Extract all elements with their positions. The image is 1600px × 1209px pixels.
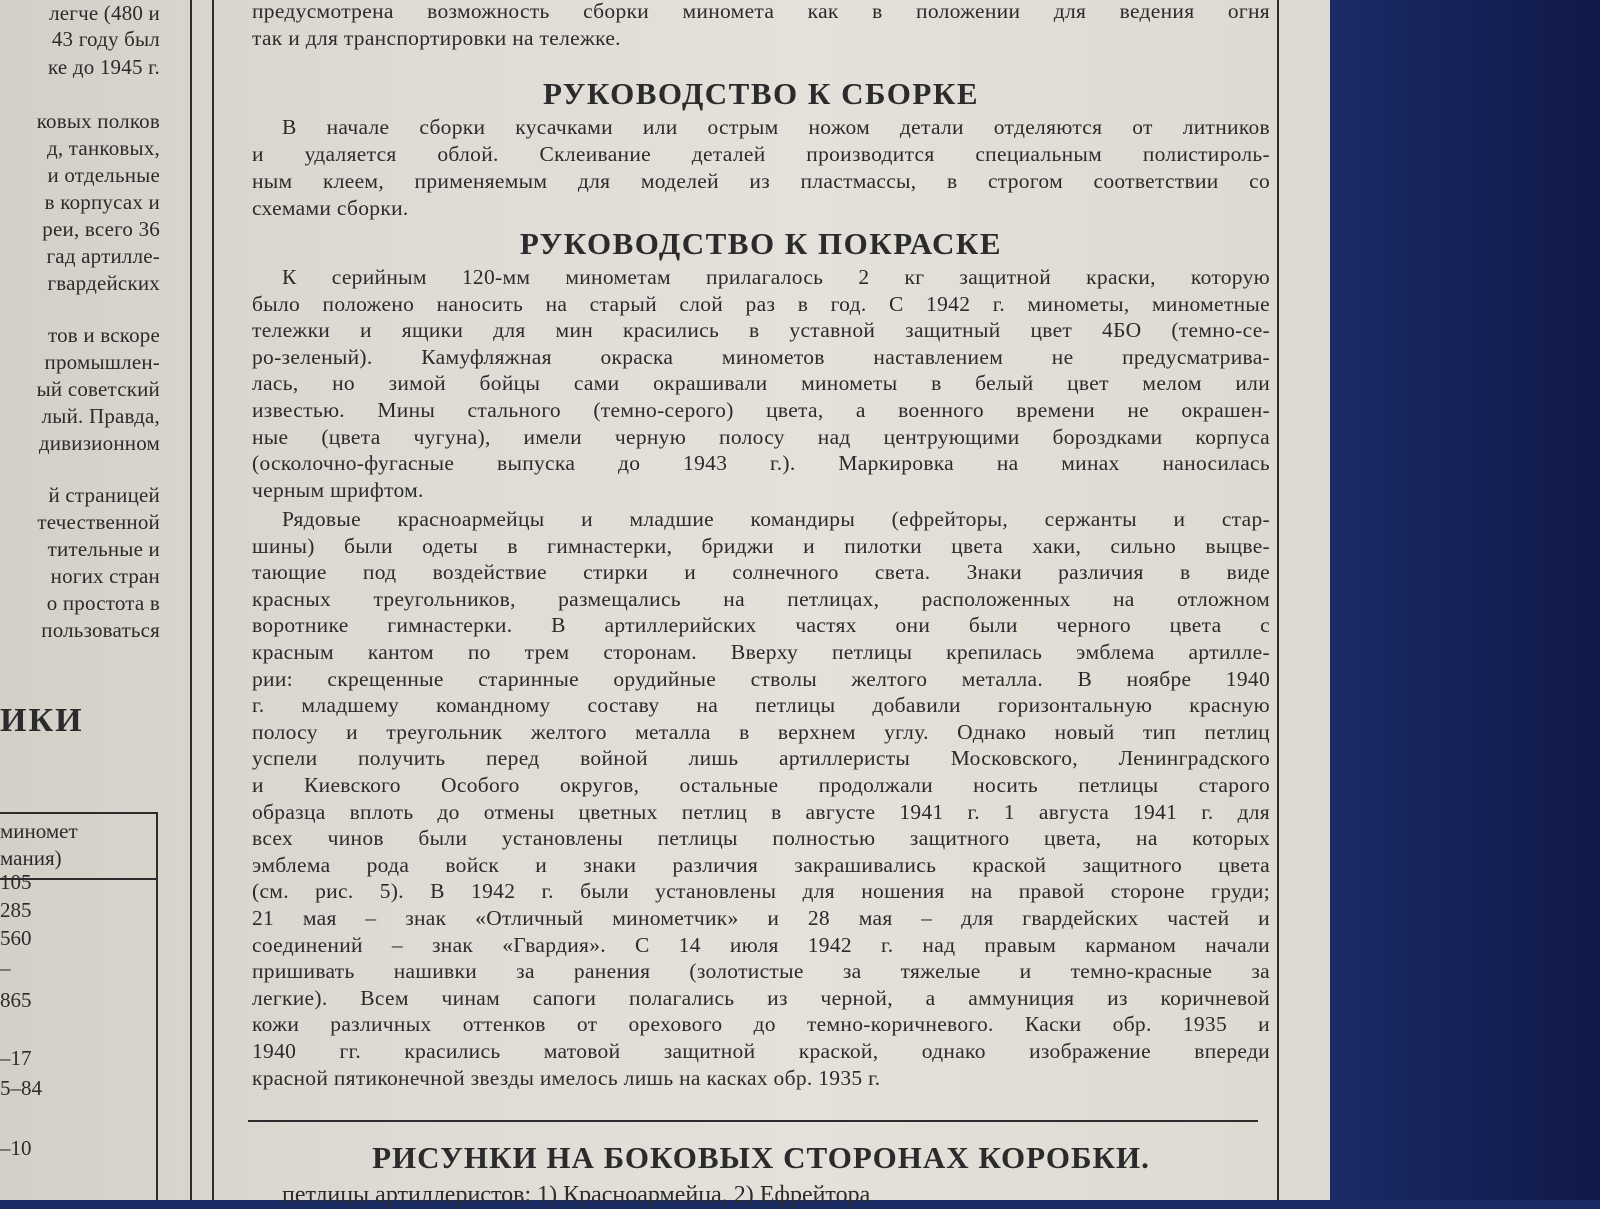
spec-value: 865 xyxy=(0,988,32,1012)
left-column-line: ый советский xyxy=(36,377,160,401)
left-column-line: промышлен- xyxy=(44,350,160,374)
spec-table xyxy=(0,812,158,1200)
painting-line: полосу и треугольник желтого металла в верхнем углу. Однако новый тип петлиц xyxy=(252,719,1270,744)
painting-line: красной пятиконечной звезды имелось лишь на касках обр. 1935 г. xyxy=(252,1065,881,1090)
painting-line: красным кантом по трем сторонам. Вверху петлицы крепилась эмблема артилле- xyxy=(252,640,1270,664)
left-column-line: й страницей xyxy=(48,483,160,507)
left-column-line: дивизионном xyxy=(38,431,160,455)
spec-header-line: мания) xyxy=(0,846,62,870)
spec-value: 285 xyxy=(0,898,32,922)
left-column-line: легче (480 и xyxy=(49,1,160,25)
painting-line: 1940 гг. красились матовой защитной краской, однако изображение впереди xyxy=(252,1039,1270,1063)
left-column-line: течественной xyxy=(37,510,160,534)
painting-line: черным шрифтом. xyxy=(252,477,424,502)
assembly-title: РУКОВОДСТВО К СБОРКЕ xyxy=(542,76,979,111)
spec-value: 560 xyxy=(0,926,32,950)
left-column-line: о простота в xyxy=(46,591,160,615)
painting-line: красных треугольников, размещались на петлицах, расположенных на отложном xyxy=(252,586,1270,611)
painting-line: 21 мая – знак «Отличный минометчик» и 28 мая – для гвардейских частей и xyxy=(252,906,1270,930)
column-rule-left xyxy=(190,0,192,1200)
left-column-line: лый. Правда, xyxy=(41,404,160,428)
left-column-line: ке до 1945 г. xyxy=(47,55,160,79)
painting-line: лась, но зимой бойцы сами окрашивали минометы в белый цвет мелом или xyxy=(252,371,1270,396)
spec-value: 5–84 xyxy=(0,1076,42,1100)
assembly-line: ным клеем, применяемым для моделей из пластмассы, в строгом соответствии со xyxy=(252,169,1270,193)
assembly-line: В начале сборки кусачками или острым ножом детали отделяются от литников xyxy=(282,115,1270,139)
painting-line: всех чинов были установлены петлицы полностью защитного цвета, на которых xyxy=(252,826,1270,851)
painting-line: пришивать нашивки за ранения (золотистые за тяжелые и темно-красные за xyxy=(252,959,1270,984)
painting-line: известью. Мины стального (темно-серого) цвета, а военного времени не окрашен- xyxy=(252,398,1270,422)
box-drawings-title: РИСУНКИ НА БОКОВЫХ СТОРОНАХ КОРОБКИ. xyxy=(372,1140,1150,1175)
left-column-heading: ИКИ xyxy=(0,702,84,739)
left-column-line: 43 году был xyxy=(51,27,160,51)
left-column-line: в корпусах и xyxy=(44,190,160,214)
painting-line: успели получить перед войной лишь артиллеристы Московского, Ленинградского xyxy=(252,746,1270,771)
painting-line: и Киевского Особого округов, остальные продолжали носить петлицы старого xyxy=(252,773,1270,797)
painting-line: тающие под воздействие стирки и солнечного света. Знаки различия в виде xyxy=(252,560,1270,585)
left-column-line: гад артилле- xyxy=(46,244,160,268)
spec-value: –17 xyxy=(0,1046,32,1070)
left-column-line: пользоваться xyxy=(41,618,160,642)
spec-header-line: миномет xyxy=(0,819,78,843)
frame-rule-right xyxy=(1277,0,1279,1200)
spec-table-header xyxy=(0,818,156,872)
painting-line: эмблема рода войск и знаки различия закрашивались краской защитного цвета xyxy=(252,852,1270,877)
left-column-line: д, танковых, xyxy=(47,136,160,160)
painting-line: г. младшему командному составу на петлицы добавили горизонтальную красную xyxy=(252,693,1270,718)
frame-rule-left xyxy=(212,0,214,1200)
painting-line: было положено наносить на старый слой раз в год. С 1942 г. минометы, минометные xyxy=(252,291,1270,316)
painting-line: рии: скрещенные старинные орудийные стволы желтого металла. В ноябре 1940 xyxy=(252,666,1270,691)
left-column-line: реи, всего 36 xyxy=(42,217,160,241)
painting-line: К серийным 120-мм минометам прилагалось 2 кг защитной краски, которую xyxy=(282,265,1270,289)
painting-line: ные (цвета чугуна), имели черную полосу над центрующими бороздками корпуса xyxy=(252,424,1270,449)
box-drawings-text: петлицы артиллеристов: 1) Красноармейца, 2) Ефрейтора xyxy=(282,1182,871,1208)
section-divider xyxy=(248,1120,1258,1122)
assembly-line: схемами сборки. xyxy=(252,196,409,220)
spec-value: 105 xyxy=(0,870,32,894)
left-column-line: тительные и xyxy=(47,537,160,561)
intro-line: так и для транспортировки на тележке. xyxy=(252,26,621,50)
painting-line: (осколочно-фугасные выпуска до 1943 г.). Маркировка на минах наносилась xyxy=(252,451,1270,476)
assembly-line: и удаляется облой. Склеивание деталей производится специальным полистироль- xyxy=(252,142,1270,166)
navy-background xyxy=(1330,0,1600,1200)
painting-line: образца вплоть до отмены цветных петлиц в августе 1941 г. 1 августа 1941 г. для xyxy=(252,799,1270,824)
left-column-line: и отдельные xyxy=(47,163,160,187)
painting-line: (см. рис. 5). В 1942 г. были установлены для ношения на правой стороне груди; xyxy=(252,879,1270,904)
spec-value: –10 xyxy=(0,1136,32,1160)
painting-line: кожи различных оттенков от орехового до темно-коричневого. Каски обр. 1935 и xyxy=(252,1012,1270,1037)
left-column-line: тов и вскоре xyxy=(47,323,160,347)
painting-line: шины) были одеты в гимнастерки, бриджи и пилотки цвета хаки, сильно выцве- xyxy=(252,533,1270,558)
intro-line: предусмотрена возможность сборки миномета как в положении для ведения огня xyxy=(252,0,1270,23)
painting-line: легкие). Всем чинам сапоги полагались из черной, а аммуниция из коричневой xyxy=(252,985,1270,1010)
left-column-line: ногих стран xyxy=(50,564,160,588)
left-column xyxy=(0,0,162,1200)
painting-line: соединений – знак «Гвардия». С 14 июля 1942 г. над правым карманом начали xyxy=(252,932,1270,957)
painting-line: ро-зеленый). Камуфляжная окраска минометов наставлением не предусматрива- xyxy=(252,344,1270,369)
painting-line: воротнике гимнастерки. В артиллерийских частях они были черного цвета с xyxy=(252,613,1270,638)
spec-value: – xyxy=(0,956,11,980)
left-column-line: гвардейских xyxy=(47,271,160,295)
painting-line: тележки и ящики для мин красились в уставной защитный цвет 4БО (темно-се- xyxy=(252,318,1270,343)
left-column-line: ковых полков xyxy=(36,109,160,133)
painting-line: Рядовые красноармейцы и младшие командиры (ефрейторы, сержанты и стар- xyxy=(282,507,1270,531)
painting-title: РУКОВОДСТВО К ПОКРАСКЕ xyxy=(519,226,1003,261)
